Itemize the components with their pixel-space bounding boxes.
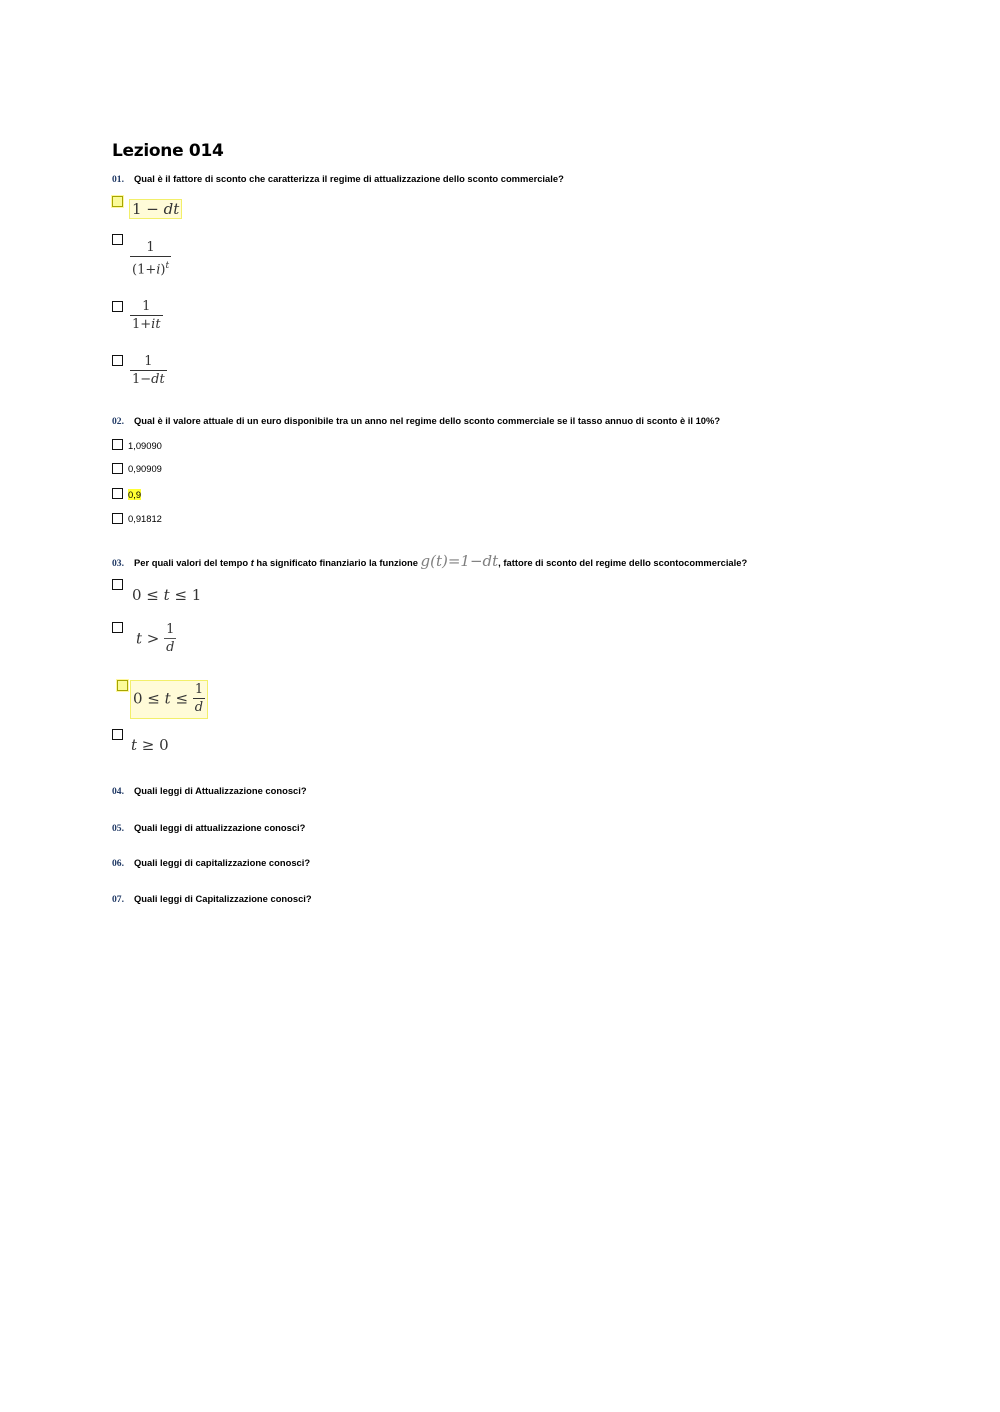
question-07 (112, 893, 312, 905)
option-label: 1,09090 (128, 440, 162, 451)
question-06 (112, 857, 310, 869)
question-number: 03. (112, 558, 124, 569)
question-05 (112, 822, 305, 834)
option-formula-compound-discount: $\frac{1}{(1+i)^t}$ (132, 240, 170, 278)
question-text: Qual è il valore attuale di un euro disponibile tra un anno nel regime dello sconto commerciale se il tasso annuo di sconto è il 10%? (134, 415, 721, 426)
question-text: Quali leggi di Capitalizzazione conosci? (134, 893, 312, 904)
option-formula-range-0-1: 0 ≤ t ≤ 1 (132, 586, 202, 604)
option-label: 0,91812 (128, 513, 162, 524)
option-checkbox[interactable] (112, 463, 123, 474)
option-label: 0,90909 (128, 463, 162, 474)
option-checkbox[interactable] (112, 513, 123, 524)
question-number: 05. (112, 823, 124, 834)
option-formula-range-0-1-over-d: 0 ≤ t ≤ $\frac{1}{d}$ (131, 681, 207, 718)
question-number: 04. (112, 786, 124, 797)
page-title: Lezione 014 (112, 141, 224, 161)
option-formula-simple-interest: $\frac{1}{1+it}$ (132, 299, 161, 332)
option-checkbox[interactable] (112, 355, 123, 366)
question-text: Quali leggi di Attualizzazione conosci? (134, 785, 307, 796)
inline-formula: g(t)=1−dt (420, 552, 499, 570)
option-formula-1-minus-dt: 1 − dt (132, 200, 180, 218)
option-formula-t-nonneg: t ≥ 0 (131, 736, 169, 754)
option-checkbox[interactable] (112, 729, 123, 740)
question-number: 06. (112, 858, 124, 869)
option-checkbox[interactable] (112, 439, 123, 450)
option-checkbox[interactable] (112, 301, 123, 312)
option-formula-t-greater-1-over-d: t > $\frac{1}{d}$ (136, 622, 175, 655)
question-text: Per quali valori del tempo t ha significato finanziario la funzione g(t)=1−dt, fattore di sconto del regime dello scontocommerciale? (134, 552, 748, 570)
option-label-highlighted: 0,9 (128, 489, 142, 500)
option-checkbox[interactable] (112, 488, 123, 499)
question-text: Quali leggi di capitalizzazione conosci? (134, 857, 311, 868)
question-02 (112, 415, 720, 427)
option-checkbox[interactable] (112, 622, 123, 633)
question-number: 02. (112, 416, 124, 427)
option-formula-inverse-discount: $\frac{1}{1-dt}$ (132, 354, 165, 387)
question-01 (112, 173, 564, 185)
question-number: 01. (112, 174, 124, 185)
question-text: Qual è il fattore di sconto che caratterizza il regime di attualizzazione dello sconto commerciale? (134, 173, 564, 184)
question-04 (112, 785, 307, 797)
option-checkbox[interactable] (117, 680, 128, 691)
option-checkbox[interactable] (112, 234, 123, 245)
question-number: 07. (112, 894, 124, 905)
question-03 (112, 552, 747, 570)
option-checkbox[interactable] (112, 196, 123, 207)
option-checkbox[interactable] (112, 579, 123, 590)
question-text: Quali leggi di attualizzazione conosci? (134, 822, 306, 833)
